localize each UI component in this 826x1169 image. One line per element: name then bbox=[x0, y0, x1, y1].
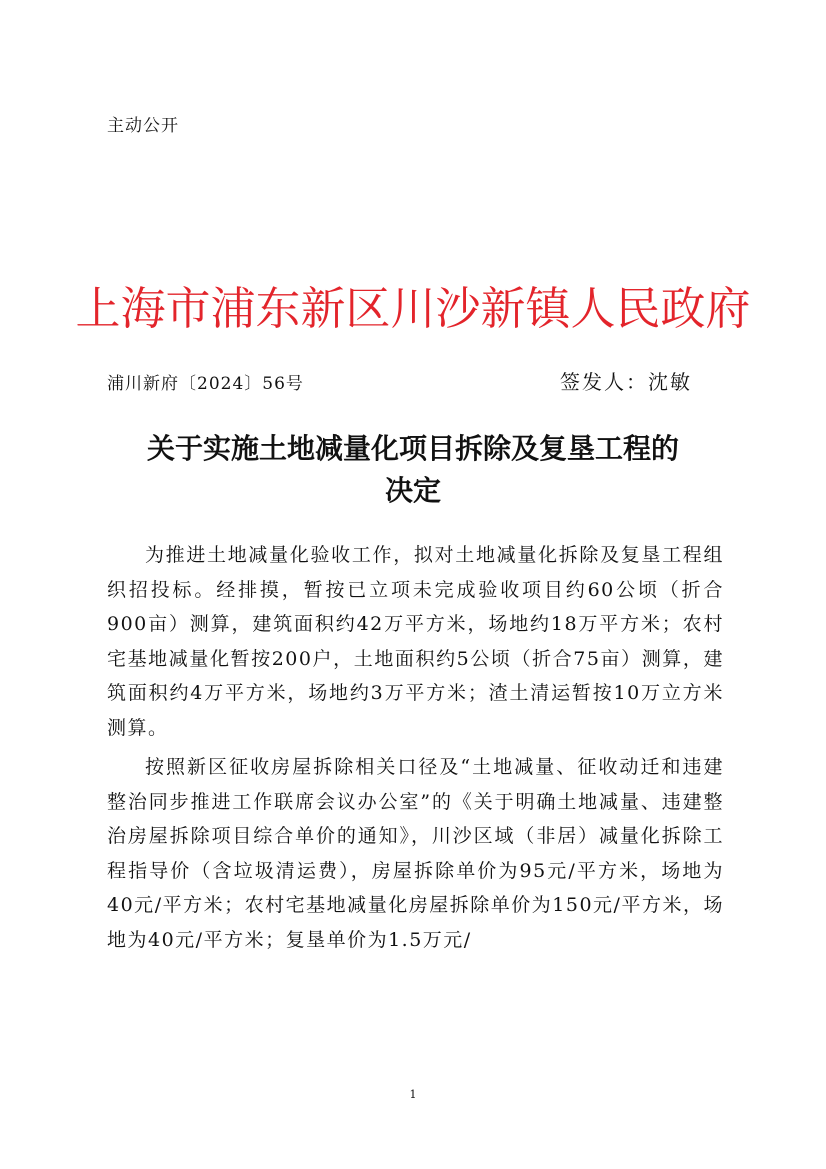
issuer-signature: 签发人：沈敏 bbox=[560, 370, 692, 394]
disclosure-label: 主动公开 bbox=[107, 116, 179, 136]
page-number: 1 bbox=[409, 1088, 417, 1101]
document-number: 浦川新府〔2024〕56号 bbox=[107, 374, 304, 394]
document-body bbox=[107, 538, 724, 962]
document-title-line1: 关于实施土地减量化项目拆除及复垦工程的 bbox=[146, 432, 679, 465]
body-paragraph: 按照新区征收房屋拆除相关口径及“土地减量、征收动迁和违建整治同步推进工作联席会议办公室”的《关于明确土地减量、违建整治房屋拆除项目综合单价的通知》，川沙区域（非居）减量化拆除工程指导价（含垃圾清运费），房屋拆除单价为95元/平方米，场地为40元/平方米；农村宅基地减量化房屋拆除单价为150元/平方米，场地为40元/平方米；复垦单价为1.5万元/ bbox=[107, 756, 724, 951]
document-title bbox=[100, 428, 726, 512]
body-paragraph: 为推进土地减量化验收工作，拟对土地减量化拆除及复垦工程组织招投标。经排摸，暂按已立项未完成验收项目约60公顷（折合900亩）测算，建筑面积约42万平方米，场地约18万平方米；农村宅基地减量化暂按200户，土地面积约5公顷（折合75亩）测算，建筑面积约4万平方米，场地约3万平方米；渣土清运暂按10万立方米测算。 bbox=[107, 544, 724, 739]
letterhead-title: 上海市浦东新区川沙新镇人民政府 bbox=[75, 282, 751, 335]
document-title-line2: 决定 bbox=[384, 474, 441, 507]
